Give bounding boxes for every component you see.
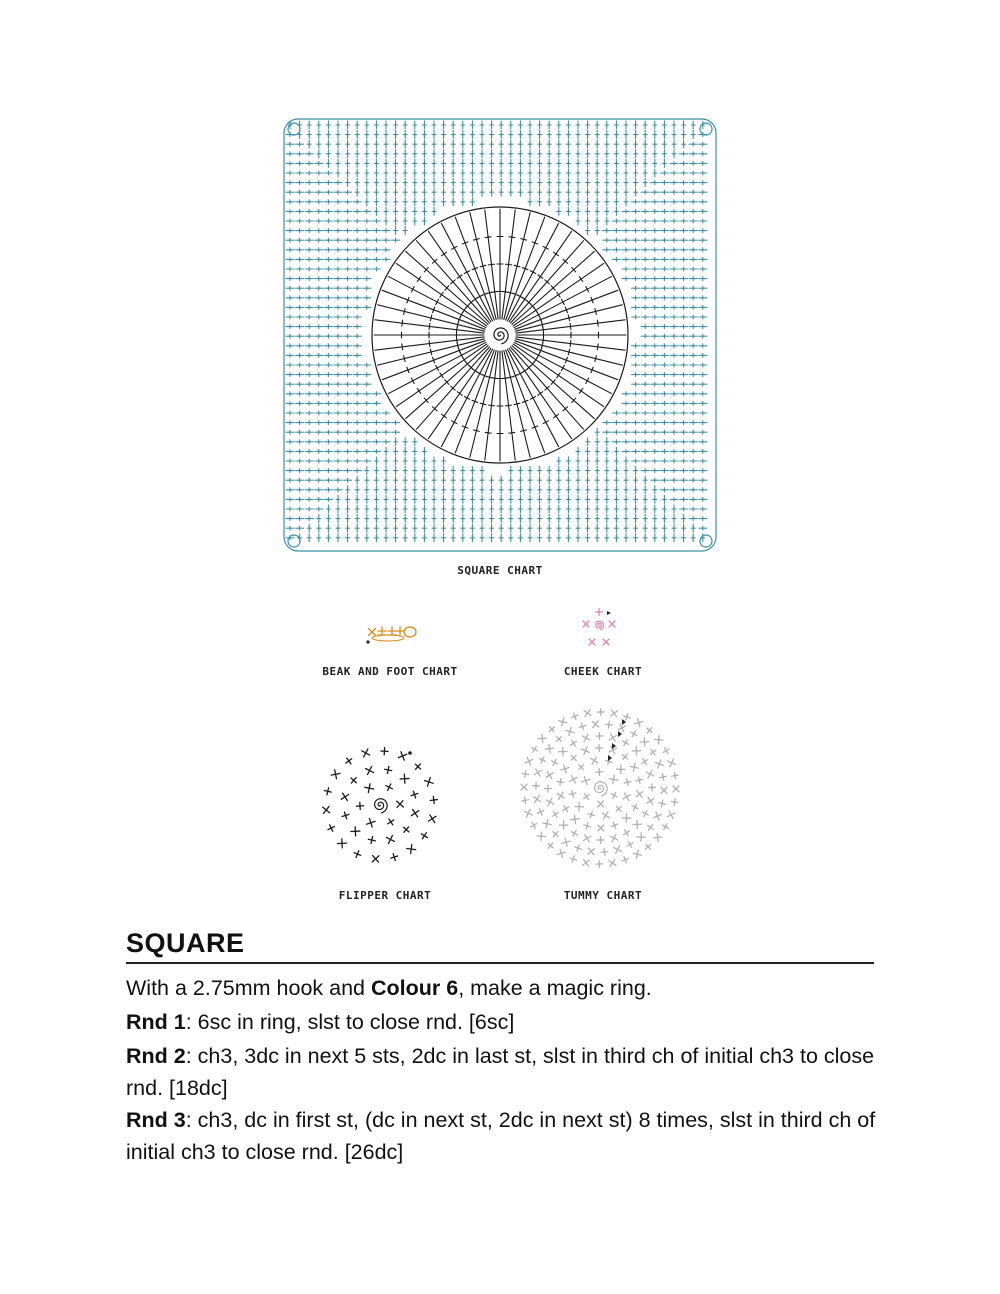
round-3-label: Rnd 3 [126,1108,186,1132]
square-chart-caption: SQUARE CHART [457,564,543,577]
cheek-chart [574,604,624,652]
cheek-chart-caption: CHEEK CHART [563,665,643,678]
flipper-chart-caption: FLIPPER CHART [338,889,432,902]
beak-foot-chart [360,614,420,650]
tummy-chart [512,700,688,876]
round-2-label: Rnd 2 [126,1044,186,1068]
intro-post: , make a magic ring. [458,976,652,1000]
round-3-paragraph [126,1104,876,1168]
round-2-paragraph [126,1040,876,1104]
round-1-text: : 6sc in ring, slst to close rnd. [6sc] [185,1010,515,1034]
flipper-chart [310,735,450,875]
square-chart [280,115,720,555]
round-3-text: : ch3, dc in first st, (dc in next st, 2dc in next st) 8 times, slst in third ch of initial ch3 to close rnd. [26dc] [126,1108,876,1164]
round-2-text: : ch3, 3dc in next 5 sts, 2dc in last st, slst in third ch of initial ch3 to close rnd. [18dc] [126,1044,875,1100]
intro-pre: With a 2.75mm hook and [126,976,371,1000]
round-1-paragraph [126,1006,876,1038]
square-inner-stitches [372,207,628,463]
section-divider [126,962,874,964]
tummy-chart-caption: TUMMY CHART [563,889,643,902]
round-1-label: Rnd 1 [126,1010,186,1034]
section-title: SQUARE [126,928,245,958]
beak-foot-chart-caption: BEAK AND FOOT CHART [322,665,458,678]
intro-colour: Colour 6 [370,976,459,1000]
intro-paragraph [126,972,876,1004]
